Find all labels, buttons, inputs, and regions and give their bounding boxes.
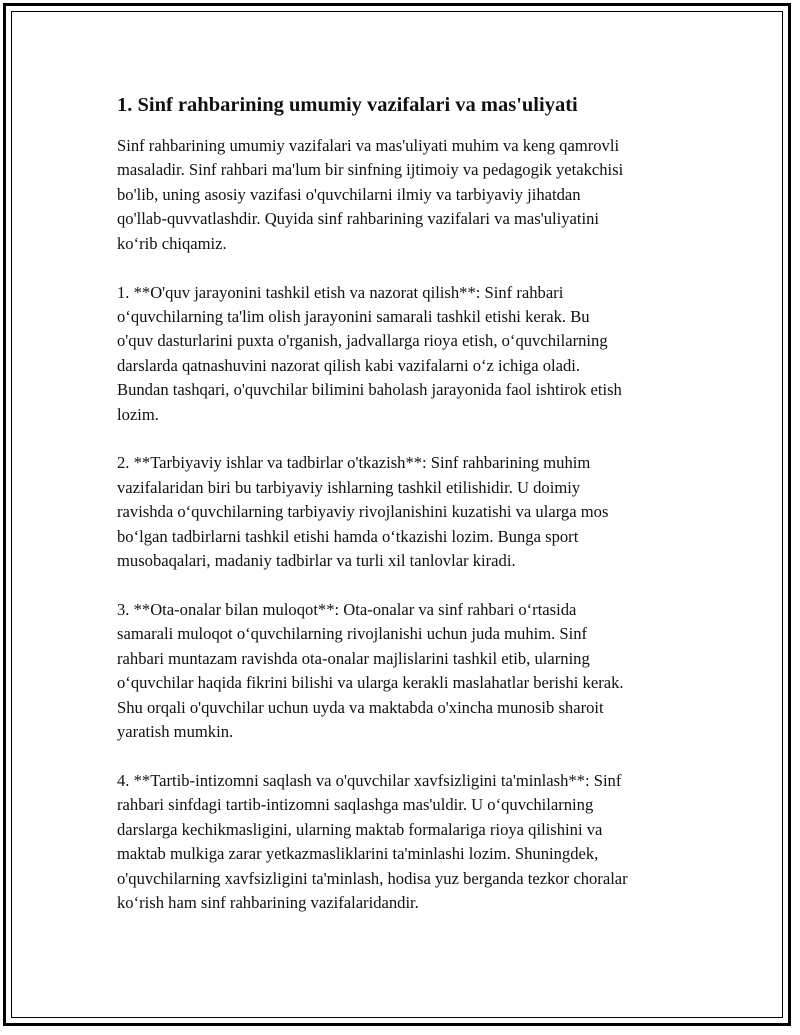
paragraph-line: Bundan tashqari, o'quvchilar bilimini baholash jarayonida faol ishtirok etish bbox=[117, 380, 622, 400]
paragraph-line: lozim. bbox=[117, 404, 159, 424]
paragraph-line: 1. **O'quv jarayonini tashkil etish va nazorat qilish**: Sinf rahbari bbox=[117, 282, 564, 302]
paragraph-line: 2. **Tarbiyaviy ishlar va tadbirlar o'tkazish**: Sinf rahbarining muhim bbox=[117, 453, 591, 473]
paragraph-line: maktab mulkiga zarar yetkazmasliklarini ta'minlashi lozim. Shuningdek, bbox=[117, 844, 599, 864]
paragraph bbox=[117, 598, 687, 744]
paragraph-line: rahbari sinfdagi tartib-intizomni saqlashga mas'uldir. U o‘quvchilarning bbox=[117, 795, 594, 815]
paragraph-line: samarali muloqot o‘quvchilarning rivojlanishi uchun juda muhim. Sinf bbox=[117, 624, 588, 644]
paragraph-line: o'quv dasturlarini puxta o'rganish, jadvallarga rioya etish, o‘quvchilarning bbox=[117, 331, 608, 351]
paragraph-line: 4. **Tartib-intizomni saqlash va o'quvchilar xavfsizligini ta'minlash**: Sinf bbox=[117, 770, 622, 790]
paragraph bbox=[117, 769, 687, 915]
paragraph-line: masaladir. Sinf rahbari ma'lum bir sinfning ijtimoiy va pedagogik yetakchisi bbox=[117, 160, 624, 180]
paragraph-line: o‘quvchilarning ta'lim olish jarayonini samarali tashkil etishi kerak. Bu bbox=[117, 306, 590, 326]
paragraph-line: darslarga kechikmasligini, ularning maktab formalariga rioya qilishini va bbox=[117, 819, 603, 839]
paragraph-line: bo‘lgan tadbirlarni tashkil etishi hamda o‘tkazishi lozim. Bunga sport bbox=[117, 526, 579, 546]
paragraph-line: vazifalaridan biri bu tarbiyaviy ishlarning tashkil etilishidir. U doimiy bbox=[117, 477, 581, 497]
paragraph bbox=[117, 451, 687, 573]
paragraph-line: bo'lib, uning asosiy vazifasi o'quvchilarni ilmiy va tarbiyaviy jihatdan bbox=[117, 184, 581, 204]
paragraph-line: ko‘rib chiqamiz. bbox=[117, 233, 227, 253]
paragraph-line: darslarda qatnashuvini nazorat qilish kabi vazifalarni o‘z ichiga oladi. bbox=[117, 355, 581, 375]
paragraph-list bbox=[117, 134, 687, 915]
paragraph-line: ko‘rish ham sinf rahbarining vazifalaridandir. bbox=[117, 892, 419, 912]
paragraph bbox=[117, 281, 687, 427]
document-body bbox=[117, 91, 687, 940]
paragraph bbox=[117, 134, 687, 256]
paragraph-line: rahbari muntazam ravishda ota-onalar majlislarini tashkil etib, ularning bbox=[117, 648, 590, 668]
paragraph-line: 3. **Ota-onalar bilan muloqot**: Ota-onalar va sinf rahbari o‘rtasida bbox=[117, 600, 577, 619]
paragraph-line: yaratish mumkin. bbox=[117, 722, 234, 742]
paragraph-line: Shu orqali o'quvchilar uchun uyda va maktabda o'xincha munosib sharoit bbox=[117, 697, 604, 717]
paragraph-line: Sinf rahbarining umumiy vazifalari va mas'uliyati muhim va keng qamrovli bbox=[117, 136, 620, 155]
paragraph-line: qo'llab-quvvatlashdir. Quyida sinf rahbarining vazifalari va mas'uliyatini bbox=[117, 209, 599, 229]
paragraph-line: o‘quvchilar haqida fikrini bilishi va ularga kerakli maslahatlar berishi kerak. bbox=[117, 673, 624, 693]
section-title: 1. Sinf rahbarining umumiy vazifalari va mas'uliyati bbox=[117, 94, 578, 116]
paragraph-line: o'quvchilarning xavfsizligini ta'minlash, hodisa yuz berganda tezkor choralar bbox=[117, 868, 628, 888]
paragraph-line: ravishda o‘quvchilarning tarbiyaviy rivojlanishini kuzatishi va ularga mos bbox=[117, 502, 609, 522]
paragraph-line: musobaqalari, madaniy tadbirlar va turli xil tanlovlar kiradi. bbox=[117, 551, 516, 571]
